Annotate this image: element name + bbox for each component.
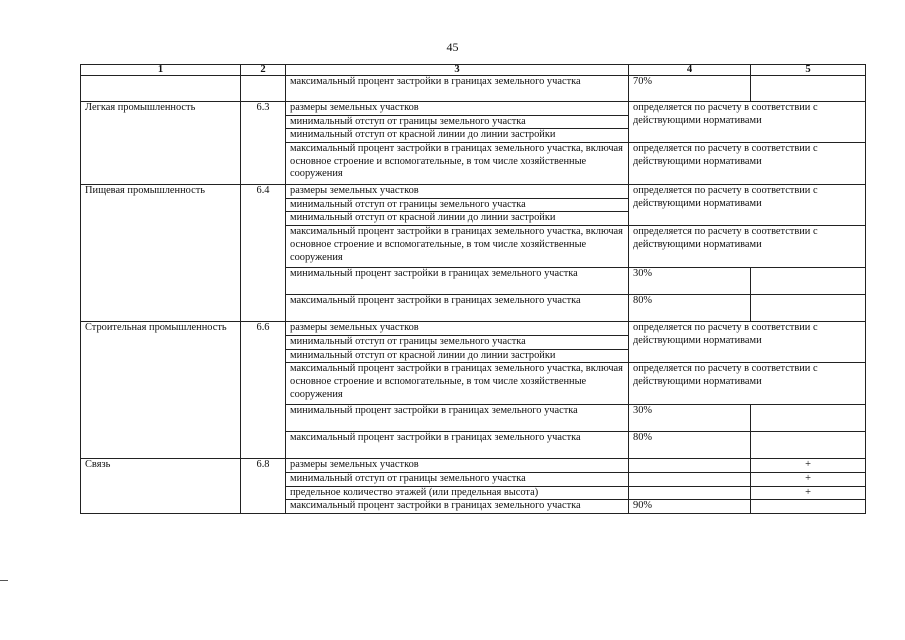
plus-cell: + [751,472,866,486]
value-cell: 30% [629,268,751,295]
value-cell [629,459,751,473]
param-cell: размеры земельных участков [286,459,629,473]
value-cell: 90% [629,500,751,514]
table-row [81,459,866,473]
param-cell: минимальный процент застройки в границах земельного участка [286,405,629,432]
value-cell [629,486,751,500]
activity-cell [81,76,241,102]
param-cell: минимальный отступ от границы земельного участка [286,198,629,212]
param-cell: максимальный процент застройки в границах земельного участка, включая основное строение и вспомогательные, в том числе хозяйственные сооружения [286,363,629,405]
plus-cell: + [751,486,866,500]
param-cell: минимальный отступ от границы земельного участка [286,472,629,486]
activity-cell: Пищевая промышленность [81,185,241,322]
table-row [81,76,866,102]
param-cell: максимальный процент застройки в границах земельного участка [286,295,629,322]
param-cell: максимальный процент застройки в границах земельного участка [286,432,629,459]
value-cell: 80% [629,295,751,322]
header-row [81,65,866,76]
merged-value-cell: определяется по расчету в соответствии с действующими нормативами [629,185,866,226]
param-cell: размеры земельных участков [286,185,629,199]
param-cell: минимальный отступ от красной линии до линии застройки [286,212,629,226]
activity-cell: Легкая промышленность [81,102,241,185]
page-number: 45 [446,40,459,54]
table-row [81,102,866,116]
header-col-2: 2 [241,65,286,76]
code-cell: 6.4 [241,185,286,322]
param-cell: максимальный процент застройки в границах земельного участка [286,500,629,514]
param-cell: минимальный отступ от красной линии до линии застройки [286,129,629,143]
param-cell: минимальный отступ от границы земельного участка [286,115,629,129]
param-cell: размеры земельных участков [286,102,629,116]
code-cell: 6.8 [241,459,286,514]
table-row [81,185,866,199]
value-cell [751,432,866,459]
merged-value-cell: определяется по расчету в соответствии с действующими нормативами [629,363,866,405]
merged-value-cell: определяется по расчету в соответствии с действующими нормативами [629,143,866,185]
merged-value-cell: определяется по расчету в соответствии с действующими нормативами [629,322,866,363]
header-col-1: 1 [81,65,241,76]
param-cell: размеры земельных участков [286,322,629,336]
margin-mark [0,580,8,581]
value-cell [751,405,866,432]
param-cell: максимальный процент застройки в границах земельного участка [286,76,629,102]
param-cell: минимальный процент застройки в границах земельного участка [286,268,629,295]
code-cell: 6.6 [241,322,286,459]
param-cell: предельное количество этажей (или предельная высота) [286,486,629,500]
code-cell [241,76,286,102]
value-cell [629,472,751,486]
merged-value-cell: определяется по расчету в соответствии с действующими нормативами [629,102,866,143]
code-cell: 6.3 [241,102,286,185]
table-row [81,322,866,336]
value-cell: 70% [629,76,751,102]
activity-cell: Строительная промышленность [81,322,241,459]
param-cell: минимальный отступ от границы земельного участка [286,335,629,349]
param-cell: минимальный отступ от красной линии до линии застройки [286,349,629,363]
plus-cell [751,500,866,514]
value-cell [751,76,866,102]
value-cell [751,295,866,322]
regulations-table [80,64,866,514]
merged-value-cell: определяется по расчету в соответствии с действующими нормативами [629,226,866,268]
value-cell: 80% [629,432,751,459]
value-cell [751,268,866,295]
header-col-4: 4 [629,65,751,76]
activity-cell: Связь [81,459,241,514]
param-cell: максимальный процент застройки в границах земельного участка, включая основное строение и вспомогательные, в том числе хозяйственные сооружения [286,226,629,268]
value-cell: 30% [629,405,751,432]
header-col-3: 3 [286,65,629,76]
plus-cell: + [751,459,866,473]
header-col-5: 5 [751,65,866,76]
param-cell: максимальный процент застройки в границах земельного участка, включая основное строение и вспомогательные, в том числе хозяйственные сооружения [286,143,629,185]
